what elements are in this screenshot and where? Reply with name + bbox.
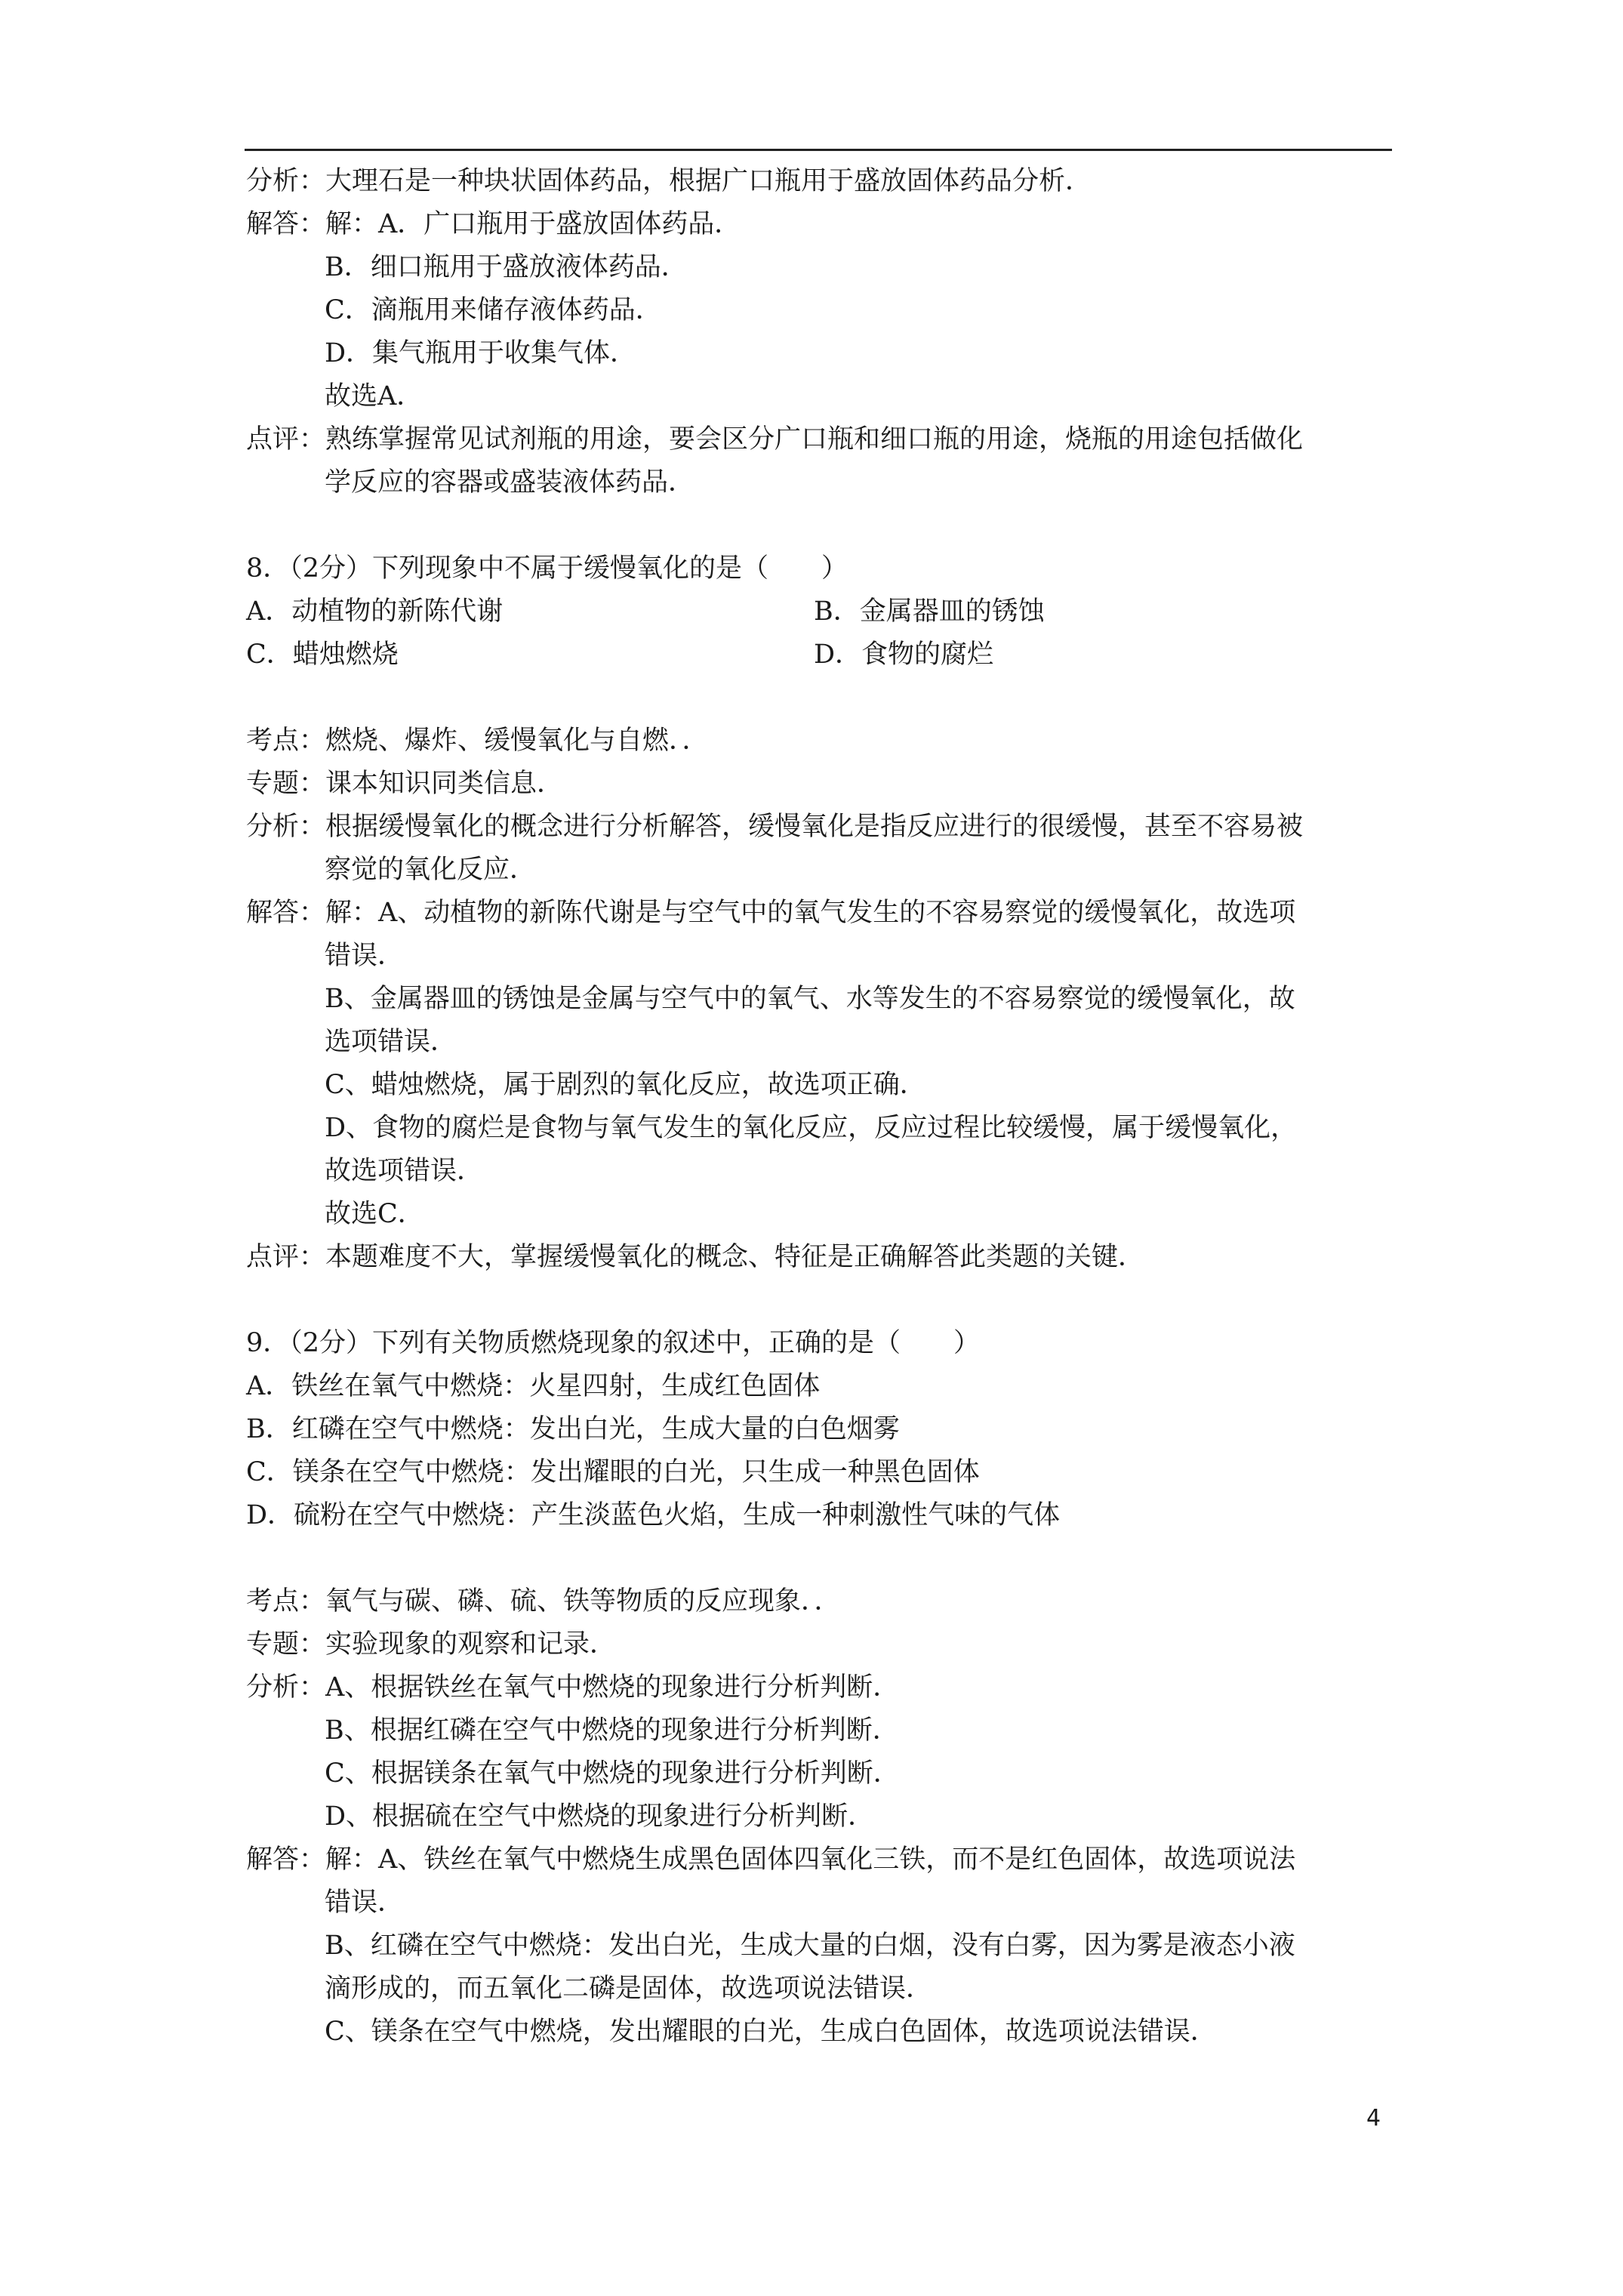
q8-answer-line: 错误． xyxy=(325,941,405,971)
q9-analysis-line: C、根据镁条在氧气中燃烧的现象进行分析判断． xyxy=(325,1758,900,1789)
q9-answer-line: B、红磷在空气中燃烧：发出白光，生成大量的白烟，没有白雾，因为雾是液态小液 xyxy=(325,1931,1295,1961)
q9-zhuanti: 专题：实验现象的观察和记录． xyxy=(246,1629,617,1660)
q9-answer-line: 解答：解：A、铁丝在氧气中燃烧生成黑色固体四氧化三铁，而不是红色固体，故选项说法 xyxy=(246,1845,1296,1875)
q7-analysis: 分析：大理石是一种块状固体药品，根据广口瓶用于盛放固体药品分析． xyxy=(246,166,1092,196)
q8-comment: 点评：本题难度不大，掌握缓慢氧化的概念、特征是正确解答此类题的关键． xyxy=(246,1242,1145,1272)
q9-answer-line: 错误． xyxy=(325,1888,405,1918)
q8-option-a: A．动植物的新陈代谢 xyxy=(246,596,504,627)
q7-comment-line: 学反应的容器或盛装液体药品． xyxy=(325,467,695,498)
q8-answer-line: B、金属器皿的锈蚀是金属与空气中的氧气、水等发生的不容易察觉的缓慢氧化，故 xyxy=(325,984,1295,1014)
q8-option-d: D．食物的腐烂 xyxy=(814,639,994,670)
q7-answer-line: B．细口瓶用于盛放液体药品． xyxy=(325,252,688,282)
q9-answer-line: C、镁条在空气中燃烧，发出耀眼的白光，生成白色固体，故选项说法错误． xyxy=(325,2017,1217,2047)
q8-answer-line: 解答：解：A、动植物的新陈代谢是与空气中的氧气发生的不容易察觉的缓慢氧化，故选项 xyxy=(246,898,1296,928)
q8-options-row xyxy=(246,590,1394,633)
q7-answer-line: 解答：解：A．广口瓶用于盛放固体药品． xyxy=(246,209,741,239)
q8-answer-line: 故选C． xyxy=(325,1199,424,1229)
q7-comment-line: 点评：熟练掌握常见试剂瓶的用途，要会区分广口瓶和细口瓶的用途，烧瓶的用途包括做化 xyxy=(246,424,1304,455)
q8-answer-line: 选项错误． xyxy=(325,1027,457,1057)
header-rule xyxy=(245,149,1392,151)
q8-option-b: B．金属器皿的锈蚀 xyxy=(814,596,1045,627)
q8-option-c: C．蜡烛燃烧 xyxy=(246,639,399,670)
q8-kaodian: 考点：燃烧、爆炸、缓慢氧化与自燃．． xyxy=(246,726,709,756)
q7-answer-line: C．滴瓶用来储存液体药品． xyxy=(325,295,662,325)
q8-options-row xyxy=(246,633,1394,676)
page-content xyxy=(246,160,1394,2054)
q8-stem: 8．（2分）下列现象中不属于缓慢氧化的是（ ） xyxy=(246,553,848,584)
page-number: 4 xyxy=(1366,2105,1381,2131)
q7-answer-line: D．集气瓶用于收集气体． xyxy=(325,338,637,368)
q9-answer-line: 滴形成的，而五氧化二磷是固体，故选项说法错误． xyxy=(325,1974,933,2004)
q9-analysis-line: 分析：A、根据铁丝在氧气中燃烧的现象进行分析判断． xyxy=(246,1672,900,1703)
q9-option-d: D．硫粉在空气中燃烧：产生淡蓝色火焰，生成一种刺激性气味的气体 xyxy=(246,1500,1061,1530)
q9-option-a: A．铁丝在氧气中燃烧：火星四射，生成红色固体 xyxy=(246,1371,821,1401)
q9-option-c: C．镁条在空气中燃烧：发出耀眼的白光，只生成一种黑色固体 xyxy=(246,1457,980,1487)
q9-stem: 9．（2分）下列有关物质燃烧现象的叙述中，正确的是（ ） xyxy=(246,1328,981,1358)
q8-answer-line: C、蜡烛燃烧，属于剧烈的氧化反应，故选项正确． xyxy=(325,1070,926,1100)
q8-answer-line: 故选项错误． xyxy=(325,1156,484,1186)
q8-answer-line: D、食物的腐烂是食物与氧气发生的氧化反应，反应过程比较缓慢，属于缓慢氧化， xyxy=(325,1113,1298,1143)
q9-analysis-line: B、根据红磷在空气中燃烧的现象进行分析判断． xyxy=(325,1715,899,1746)
q8-zhuanti: 专题：课本知识同类信息． xyxy=(246,769,564,799)
q8-analysis-line: 分析：根据缓慢氧化的概念进行分析解答，缓慢氧化是指反应进行的很缓慢，甚至不容易被 xyxy=(246,812,1304,842)
q7-answer-line: 故选A． xyxy=(325,381,423,411)
q9-option-b: B．红磷在空气中燃烧：发出白光，生成大量的白色烟雾 xyxy=(246,1414,900,1444)
q9-analysis-line: D、根据硫在空气中燃烧的现象进行分析判断． xyxy=(325,1801,875,1832)
q9-kaodian: 考点：氧气与碳、磷、硫、铁等物质的反应现象．． xyxy=(246,1586,841,1616)
q8-analysis-line: 察觉的氧化反应． xyxy=(325,855,537,885)
